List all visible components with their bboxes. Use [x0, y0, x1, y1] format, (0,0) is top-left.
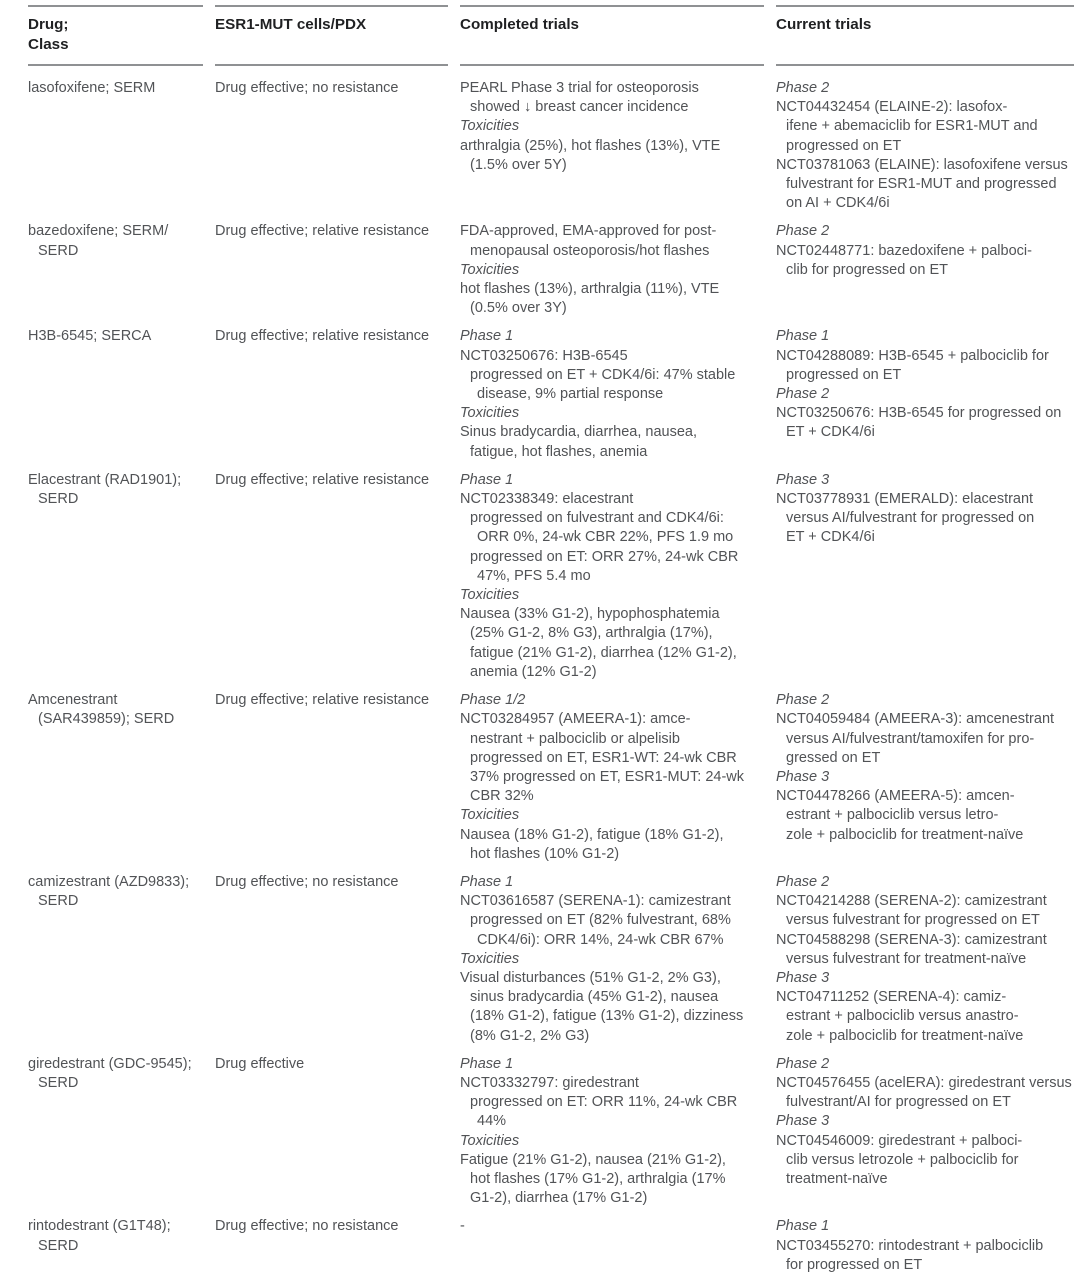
table-text-line: FDA-approved, EMA-approved for post-: [460, 223, 717, 240]
cell-current: [776, 222, 1074, 318]
phase-or-section-label: Phase 2: [776, 80, 830, 96]
cell-completed: [460, 222, 764, 318]
table-text-line: SERD: [38, 1237, 79, 1254]
phase-or-section-label: Toxicities: [460, 807, 520, 824]
drug-trials-table: [28, 5, 1074, 1275]
phase-or-section-label: Toxicities: [460, 1132, 520, 1149]
table-text-line: progressed on ET: ORR 11%, 24-wk CBR: [470, 1094, 738, 1111]
phase-or-section-label: Phase 2: [776, 386, 830, 403]
table-text-line: zole + palbociclib for treatment-naïve: [786, 1027, 1024, 1044]
cell-drug: [28, 691, 203, 864]
cell-completed: [460, 1217, 764, 1275]
table-row-giredestrant: [28, 1055, 1074, 1209]
cell-esr1: [215, 471, 448, 682]
table-text-line: Drug effective; relative resistance: [215, 223, 430, 240]
cell-completed: [460, 327, 764, 461]
cell-drug: [28, 79, 203, 213]
phase-or-section-label: Phase 3: [776, 969, 830, 986]
cell-current: [776, 327, 1074, 461]
table-text-line: versus AI/fulvestrant for progressed on: [786, 510, 1035, 527]
table-row-bazedoxifene: [28, 222, 1074, 318]
table-text-line: CDK4/6i): ORR 14%, 24-wk CBR 67%: [477, 931, 724, 948]
table-text-line: Elacestrant (RAD1901);: [28, 471, 182, 488]
column-header-label: ESR1-MUT cells/PDX: [215, 16, 367, 33]
cell-drug: [28, 1217, 203, 1275]
phase-or-section-label: Phase 1: [776, 328, 830, 345]
table-text-line: Drug effective: [215, 1055, 305, 1072]
table-text-line: estrant + palbociclib versus letro-: [786, 807, 999, 824]
phase-or-section-label: Toxicities: [460, 950, 520, 967]
column-header-label: Class: [28, 36, 69, 53]
table-text-line: SERD: [38, 242, 79, 259]
table-text-line: NCT04546009: giredestrant + palboci-: [776, 1132, 1023, 1149]
table-text-line: menopausal osteoporosis/hot flashes: [470, 242, 710, 259]
cell-current: [776, 79, 1074, 213]
cell-drug: [28, 873, 203, 1046]
table-text-line: SERD: [38, 1074, 79, 1091]
table-text-line: SERD: [38, 491, 79, 508]
cell-esr1: [215, 1055, 448, 1209]
table-text-line: NCT03332797: giredestrant: [460, 1074, 639, 1091]
table-text-line: (0.5% over 3Y): [470, 300, 567, 317]
phase-or-section-label: Phase 2: [776, 692, 830, 709]
table-text-line: on AI + CDK4/6i: [786, 195, 890, 212]
table-text-line: progressed on ET: ORR 27%, 24-wk CBR: [470, 548, 739, 565]
table-text-line: 44%: [477, 1113, 507, 1130]
table-text-line: 37% progressed on ET, ESR1-MUT: 24-wk: [470, 768, 744, 785]
table-text-line: NCT04478266 (AMEERA-5): amcen-: [776, 788, 1015, 805]
table-text-line: zole + palbociclib for treatment-naïve: [786, 826, 1024, 843]
table-text-line: bazedoxifene; SERM/: [28, 223, 169, 240]
phase-or-section-label: Phase 1: [460, 328, 514, 345]
table-text-line: camizestrant (AZD9833);: [28, 873, 190, 890]
table-text-line: ifene + abemaciclib for ESR1-MUT and: [786, 118, 1038, 135]
column-header-label: Completed trials: [460, 16, 579, 33]
phase-or-section-label: Toxicities: [460, 118, 520, 135]
table-text-line: fatigue (21% G1-2), diarrhea (12% G1-2),: [470, 644, 737, 661]
table-text-line: clib for progressed on ET: [786, 261, 948, 278]
table-text-line: NCT03250676: H3B-6545 for progressed on: [776, 405, 1062, 422]
cell-esr1: [215, 79, 448, 213]
table-text-line: giredestrant (GDC-9545);: [28, 1055, 192, 1072]
table-text-line: hot flashes (13%), arthralgia (11%), VTE: [460, 281, 720, 298]
table-text-line: (25% G1-2, 8% G3), arthralgia (17%),: [470, 625, 713, 642]
column-header-current-trials: [776, 5, 1074, 66]
table-text-line: ORR 0%, 24-wk CBR 22%, PFS 1.9 mo: [477, 529, 734, 546]
table-text-line: versus fulvestrant for treatment-naïve: [786, 950, 1027, 967]
table-text-line: fulvestrant for ESR1-MUT and progressed: [786, 176, 1057, 193]
table-text-line: Fatigue (21% G1-2), nausea (21% G1-2),: [460, 1151, 726, 1168]
table-text-line: fatigue, hot flashes, anemia: [470, 443, 648, 460]
table-text-line: Amcenestrant: [28, 692, 118, 709]
table-text-line: 47%, PFS 5.4 mo: [477, 567, 591, 584]
table-text-line: nestrant + palbociclib or alpelisib: [470, 730, 680, 747]
table-text-line: showed ↓ breast cancer incidence: [470, 99, 689, 116]
table-header-row: [28, 5, 1074, 66]
table-text-line: hot flashes (10% G1-2): [470, 845, 620, 862]
table-text-line: NCT03250676: H3B-6545: [460, 347, 628, 364]
table-text-line: progressed on ET + CDK4/6i: 47% stable: [470, 366, 736, 383]
table-text-line: Nausea (33% G1-2), hypophosphatemia: [460, 606, 720, 623]
table-text-line: anemia (12% G1-2): [470, 663, 597, 680]
table-text-line: PEARL Phase 3 trial for osteoporosis: [460, 80, 699, 96]
table-text-line: (8% G1-2, 2% G3): [470, 1027, 590, 1044]
cell-drug: [28, 471, 203, 682]
table-text-line: NCT03455270: rintodestrant + palbociclib: [776, 1237, 1044, 1254]
table-text-line: treatment-naïve: [786, 1170, 888, 1187]
cell-completed: [460, 471, 764, 682]
phase-or-section-label: Phase 1: [460, 1055, 514, 1072]
table-text-line: Drug effective; no resistance: [215, 1218, 399, 1235]
table-text-line: (SAR439859); SERD: [38, 711, 175, 728]
phase-or-section-label: Phase 3: [776, 768, 830, 785]
cell-completed: [460, 691, 764, 864]
table-row-amcenestrant: [28, 691, 1074, 864]
cell-current: [776, 471, 1074, 682]
table-row-h3b-6545: [28, 327, 1074, 461]
column-header-esr1-mut-cells-pdx: [215, 5, 448, 66]
cell-current: [776, 1217, 1074, 1275]
table-row-lasofoxifene: [28, 79, 1074, 213]
column-header-label: Drug;: [28, 16, 69, 33]
phase-or-section-label: Phase 1: [776, 1218, 830, 1235]
phase-or-section-label: Phase 2: [776, 1055, 830, 1072]
table-text-line: lasofoxifene; SERM: [28, 80, 156, 96]
phase-or-section-label: Phase 1: [460, 873, 514, 890]
cell-esr1: [215, 327, 448, 461]
table-text-line: (1.5% over 5Y): [470, 156, 567, 173]
table-text-line: (18% G1-2), fatigue (13% G1-2), dizziness: [470, 1008, 744, 1025]
table-text-line: estrant + palbociclib versus anastro-: [786, 1008, 1019, 1025]
table-text-line: rintodestrant (G1T48);: [28, 1218, 171, 1235]
column-header-completed-trials: [460, 5, 764, 66]
table-text-line: NCT04432454 (ELAINE-2): lasofox-: [776, 99, 1008, 116]
table-text-line: for progressed on ET: [786, 1256, 923, 1273]
cell-esr1: [215, 1217, 448, 1275]
cell-esr1: [215, 222, 448, 318]
phase-or-section-label: Toxicities: [460, 587, 520, 604]
table-text-line: Drug effective; no resistance: [215, 80, 399, 96]
table-text-line: Drug effective; relative resistance: [215, 692, 430, 709]
phase-or-section-label: Phase 1/2: [460, 692, 526, 709]
phase-or-section-label: Toxicities: [460, 405, 520, 422]
table-text-line: ET + CDK4/6i: [786, 424, 875, 441]
table-text-line: progressed on ET (82% fulvestrant, 68%: [470, 912, 731, 929]
table-text-line: NCT03781063 (ELAINE): lasofoxifene versus: [776, 156, 1068, 173]
table-text-line: Nausea (18% G1-2), fatigue (18% G1-2),: [460, 826, 724, 843]
table-text-line: arthralgia (25%), hot flashes (13%), VTE: [460, 137, 721, 154]
table-text-line: NCT04576455 (acelERA): giredestrant versus: [776, 1074, 1072, 1091]
table-text-line: Drug effective; relative resistance: [215, 471, 430, 488]
table-text-line: progressed on fulvestrant and CDK4/6i:: [470, 510, 724, 527]
table-text-line: ET + CDK4/6i: [786, 529, 875, 546]
table-text-line: NCT03778931 (EMERALD): elacestrant: [776, 491, 1034, 508]
phase-or-section-label: Toxicities: [460, 261, 520, 278]
table-row-camizestrant: [28, 873, 1074, 1046]
column-header-drug-class: [28, 5, 203, 66]
table-text-line: NCT04288089: H3B-6545 + palbociclib for: [776, 347, 1049, 364]
cell-current: [776, 873, 1074, 1046]
table-row-elacestrant: [28, 471, 1074, 682]
table-text-line: NCT04214288 (SERENA-2): camizestrant: [776, 893, 1047, 910]
phase-or-section-label: Phase 3: [776, 1113, 830, 1130]
table-text-line: versus AI/fulvestrant/tamoxifen for pro-: [786, 730, 1035, 747]
phase-or-section-label: Phase 3: [776, 471, 830, 488]
table-text-line: SERD: [38, 893, 79, 910]
table-text-line: disease, 9% partial response: [477, 386, 664, 403]
cell-current: [776, 1055, 1074, 1209]
table-text-line: G1-2), diarrhea (17% G1-2): [470, 1190, 648, 1207]
table-text-line: NCT02448771: bazedoxifene + palboci-: [776, 242, 1032, 259]
table-text-line: hot flashes (17% G1-2), arthralgia (17%: [470, 1170, 726, 1187]
column-header-label: Current trials: [776, 16, 872, 33]
table-text-line: progressed on ET: [786, 366, 902, 383]
table-text-line: clib versus letrozole + palbociclib for: [786, 1151, 1019, 1168]
table-text-line: sinus bradycardia (45% G1-2), nausea: [470, 989, 719, 1006]
table-text-line: fulvestrant/AI for progressed on ET: [786, 1094, 1011, 1111]
cell-drug: [28, 327, 203, 461]
cell-completed: [460, 79, 764, 213]
table-text-line: Drug effective; no resistance: [215, 873, 399, 890]
table-text-line: NCT03284957 (AMEERA-1): amce-: [460, 711, 691, 728]
table-body: [28, 66, 1074, 1275]
table-row-rintodestrant: [28, 1217, 1074, 1275]
table-text-line: CBR 32%: [470, 788, 534, 805]
table-text-line: NCT03616587 (SERENA-1): camizestrant: [460, 893, 731, 910]
table-text-line: NCT04711252 (SERENA-4): camiz-: [776, 989, 1007, 1006]
table-text-line: versus fulvestrant for progressed on ET: [786, 912, 1040, 929]
cell-completed: [460, 1055, 764, 1209]
cell-completed: [460, 873, 764, 1046]
phase-or-section-label: Phase 1: [460, 471, 514, 488]
phase-or-section-label: Phase 2: [776, 223, 830, 240]
table-text-line: gressed on ET: [786, 749, 881, 766]
table-text-line: progressed on ET: [786, 137, 902, 154]
table-text-line: Sinus bradycardia, diarrhea, nausea,: [460, 424, 697, 441]
cell-drug: [28, 1055, 203, 1209]
cell-drug: [28, 222, 203, 318]
table-text-line: Drug effective; relative resistance: [215, 328, 430, 345]
table-text-line: progressed on ET, ESR1-WT: 24-wk CBR: [470, 749, 737, 766]
table-text-line: Visual disturbances (51% G1-2, 2% G3),: [460, 969, 721, 986]
table-text-line: NCT04588298 (SERENA-3): camizestrant: [776, 931, 1047, 948]
cell-esr1: [215, 691, 448, 864]
table-text-line: H3B-6545; SERCA: [28, 328, 152, 345]
table-text-line: NCT04059484 (AMEERA-3): amcenestrant: [776, 711, 1055, 728]
table-text-line: -: [460, 1218, 465, 1235]
table-text-line: NCT02338349: elacestrant: [460, 491, 634, 508]
cell-esr1: [215, 873, 448, 1046]
cell-current: [776, 691, 1074, 864]
phase-or-section-label: Phase 2: [776, 873, 830, 890]
